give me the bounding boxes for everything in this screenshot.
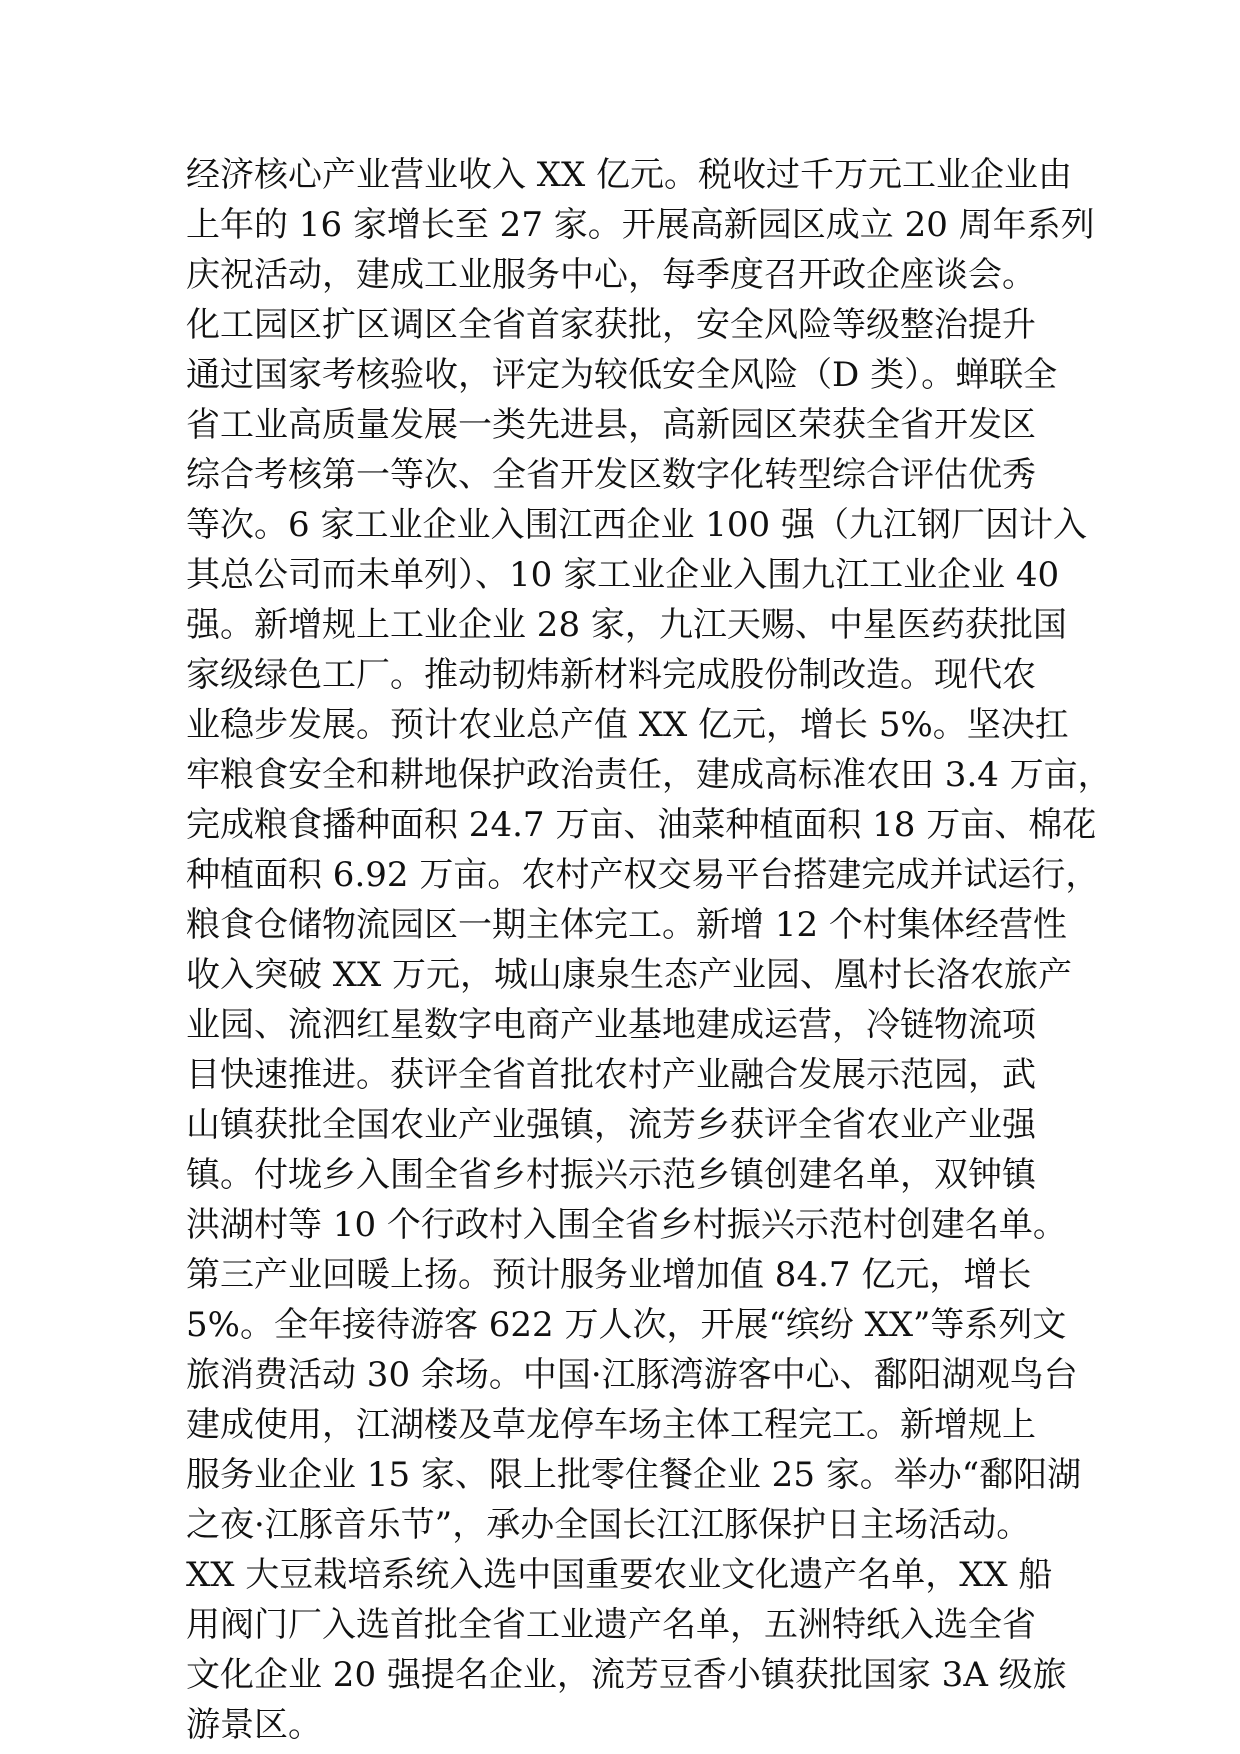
text-line: 牢粮食安全和耕地保护政治责任，建成高标准农田 3.4 万亩， bbox=[186, 755, 1112, 795]
text-line: 庆祝活动，建成工业服务中心，每季度召开政企座谈会。 bbox=[186, 255, 1036, 295]
text-line: 业稳步发展。预计农业总产值 XX 亿元，增长 5%。坚决扛 bbox=[186, 705, 1069, 745]
text-line: 其总公司而未单列）、10 家工业企业入围九江工业企业 40 bbox=[186, 555, 1060, 595]
text-line: 上年的 16 家增长至 27 家。开展高新园区成立 20 周年系列 bbox=[186, 205, 1095, 245]
text-line: 游景区。 bbox=[186, 1705, 322, 1745]
text-line: 收入突破 XX 万元，城山康泉生态产业园、凰村长洛农旅产 bbox=[186, 955, 1073, 995]
text-line: 家级绿色工厂。推动韧炜新材料完成股份制改造。现代农 bbox=[186, 655, 1036, 695]
text-line: 5%。全年接待游客 622 万人次，开展“缤纷 XX”等系列文 bbox=[186, 1305, 1067, 1345]
text-line: 经济核心产业营业收入 XX 亿元。税收过千万元工业企业由 bbox=[186, 155, 1073, 195]
text-line: 服务业企业 15 家、限上批零住餐企业 25 家。举办“鄱阳湖 bbox=[186, 1455, 1082, 1495]
text-line: 文化企业 20 强提名企业，流芳豆香小镇获批国家 3A 级旅 bbox=[186, 1655, 1067, 1695]
text-line: 洪湖村等 10 个行政村入围全省乡村振兴示范村创建名单。 bbox=[186, 1205, 1067, 1245]
text-line: XX 大豆栽培系统入选中国重要农业文化遗产名单，XX 船 bbox=[186, 1555, 1053, 1595]
text-line: 等次。6 家工业企业入围江西企业 100 强（九江钢厂因计入 bbox=[186, 505, 1087, 545]
text-line: 强。新增规上工业企业 28 家，九江天赐、中星医药获批国 bbox=[186, 605, 1067, 645]
text-line: 山镇获批全国农业产业强镇，流芳乡获评全省农业产业强 bbox=[186, 1105, 1036, 1145]
text-line: 旅消费活动 30 余场。中国·江豚湾游客中心、鄱阳湖观鸟台 bbox=[186, 1355, 1078, 1395]
text-line: 建成使用，江湖楼及草龙停车场主体工程完工。新增规上 bbox=[186, 1405, 1036, 1445]
text-line: 之夜·江豚音乐节”，承办全国长江江豚保护日主场活动。 bbox=[186, 1505, 1031, 1545]
text-line: 第三产业回暖上扬。预计服务业增加值 84.7 亿元，增长 bbox=[186, 1255, 1032, 1295]
text-line: 化工园区扩区调区全省首家获批，安全风险等级整治提升 bbox=[186, 305, 1036, 345]
text-line: 省工业高质量发展一类先进县，高新园区荣获全省开发区 bbox=[186, 405, 1036, 445]
text-line: 通过国家考核验收，评定为较低安全风险（D 类）。蝉联全 bbox=[186, 355, 1058, 395]
text-line: 镇。付垅乡入围全省乡村振兴示范乡镇创建名单，双钟镇 bbox=[186, 1155, 1036, 1195]
text-line: 种植面积 6.92 万亩。农村产权交易平台搭建完成并试运行， bbox=[186, 855, 1100, 895]
text-line: 目快速推进。获评全省首批农村产业融合发展示范园，武 bbox=[186, 1055, 1036, 1095]
text-line: 综合考核第一等次、全省开发区数字化转型综合评估优秀 bbox=[186, 455, 1036, 495]
text-line: 用阀门厂入选首批全省工业遗产名单，五洲特纸入选全省 bbox=[186, 1605, 1036, 1645]
text-line: 完成粮食播种面积 24.7 万亩、油菜种植面积 18 万亩、棉花 bbox=[186, 805, 1097, 845]
text-line: 粮食仓储物流园区一期主体完工。新增 12 个村集体经营性 bbox=[186, 905, 1067, 945]
body-text bbox=[186, 150, 1112, 1750]
text-line: 业园、流泗红星数字电商产业基地建成运营，冷链物流项 bbox=[186, 1005, 1036, 1045]
